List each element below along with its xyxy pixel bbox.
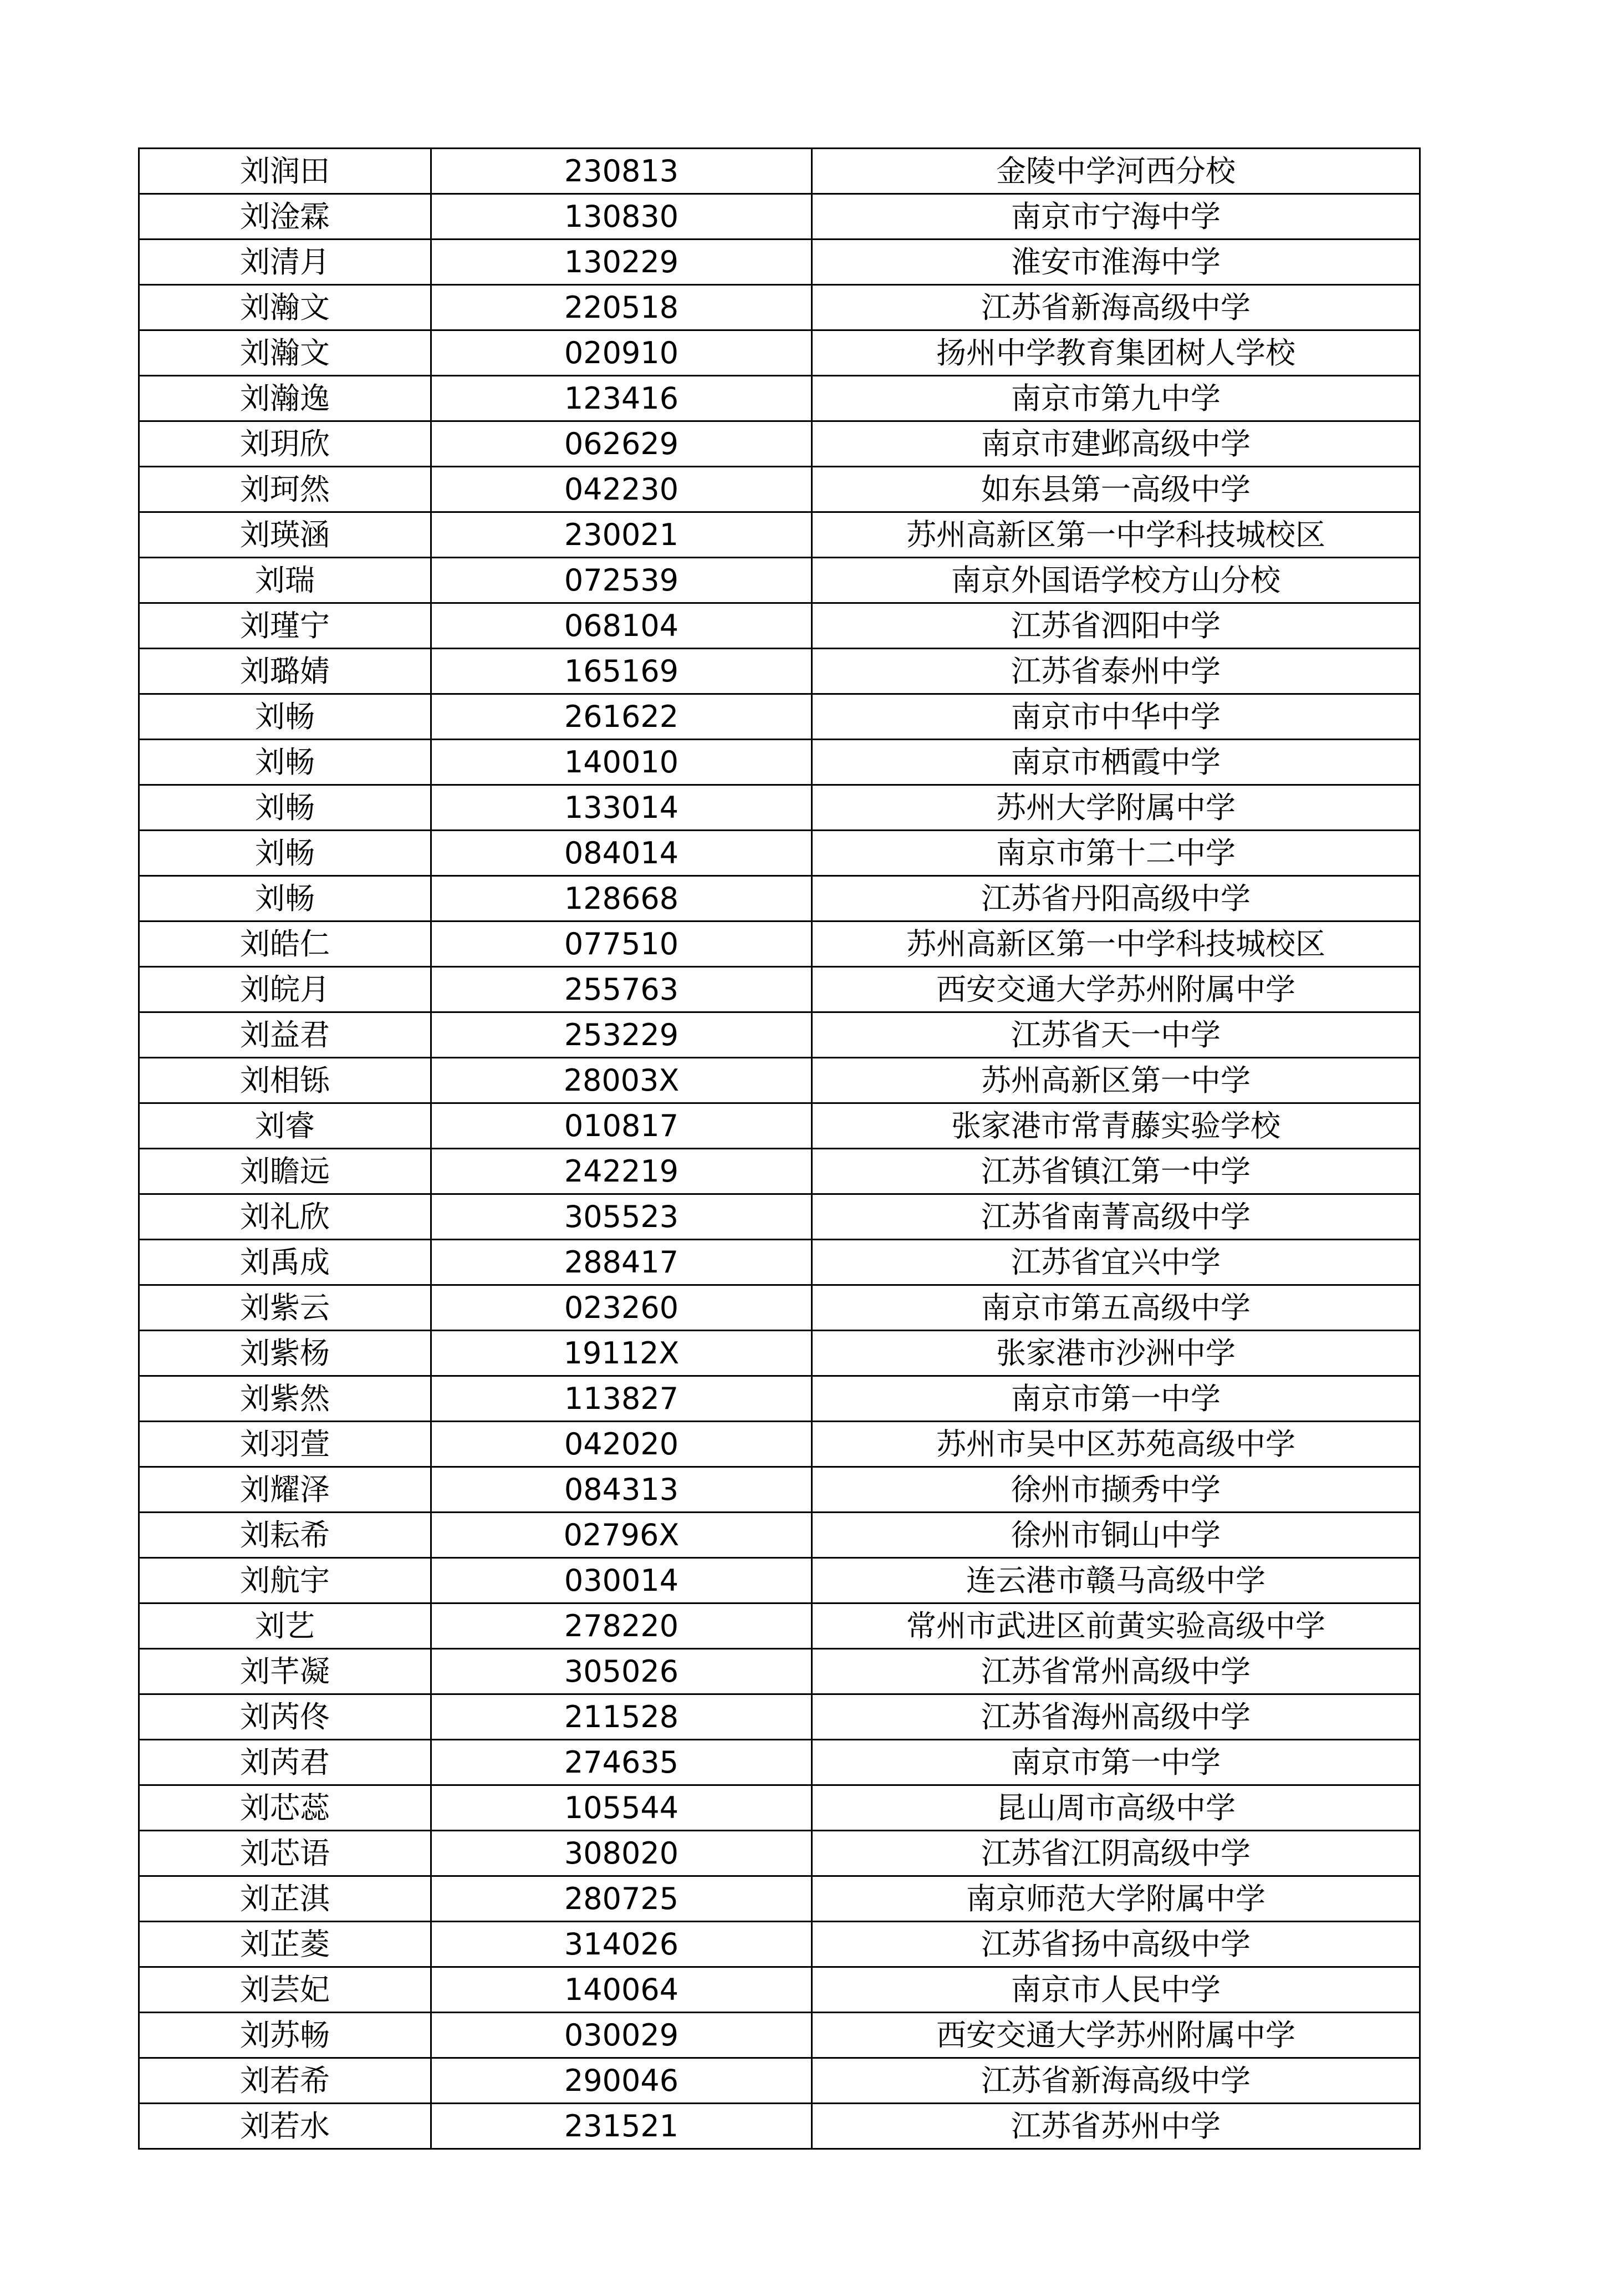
student-id-cell: 130830 (431, 194, 812, 240)
student-id-cell: 140010 (431, 740, 812, 785)
student-name-cell: 刘芷菱 (139, 1922, 431, 1967)
student-name-cell: 刘芮佟 (139, 1694, 431, 1740)
student-id-cell: 288417 (431, 1240, 812, 1285)
student-id-cell: 230021 (431, 512, 812, 558)
table-row (139, 558, 1420, 603)
student-name-cell: 刘苏畅 (139, 2013, 431, 2058)
school-name-cell: 江苏省新海高级中学 (812, 2058, 1420, 2104)
school-name-cell: 金陵中学河西分校 (812, 149, 1420, 194)
student-name-cell: 刘若水 (139, 2104, 431, 2149)
student-name-cell: 刘瑾宁 (139, 603, 431, 649)
student-name-cell: 刘芸妃 (139, 1967, 431, 2013)
school-name-cell: 张家港市常青藤实验学校 (812, 1103, 1420, 1149)
student-name-cell: 刘芷淇 (139, 1876, 431, 1922)
table-row (139, 421, 1420, 467)
student-id-cell: 290046 (431, 2058, 812, 2104)
school-name-cell: 江苏省海州高级中学 (812, 1694, 1420, 1740)
student-name-cell: 刘清月 (139, 240, 431, 285)
student-name-cell: 刘畅 (139, 694, 431, 740)
table-row (139, 194, 1420, 240)
table-row (139, 285, 1420, 330)
school-name-cell: 徐州市铜山中学 (812, 1513, 1420, 1558)
school-name-cell: 苏州高新区第一中学科技城校区 (812, 922, 1420, 967)
student-name-cell: 刘璐婧 (139, 649, 431, 694)
student-name-cell: 刘瑞 (139, 558, 431, 603)
student-id-cell: 062629 (431, 421, 812, 467)
student-id-cell: 030029 (431, 2013, 812, 2058)
school-name-cell: 南京外国语学校方山分校 (812, 558, 1420, 603)
table-row (139, 240, 1420, 285)
student-name-cell: 刘芊凝 (139, 1649, 431, 1694)
student-id-cell: 220518 (431, 285, 812, 330)
student-id-cell: 231521 (431, 2104, 812, 2149)
student-id-cell: 305026 (431, 1649, 812, 1694)
table-row (139, 649, 1420, 694)
student-id-cell: 030014 (431, 1558, 812, 1603)
table-row (139, 967, 1420, 1012)
student-id-cell: 084014 (431, 831, 812, 876)
student-id-cell: 28003X (431, 1058, 812, 1103)
student-id-cell: 105544 (431, 1785, 812, 1831)
school-name-cell: 张家港市沙洲中学 (812, 1331, 1420, 1376)
student-name-cell: 刘瀚文 (139, 330, 431, 376)
student-name-cell: 刘紫然 (139, 1376, 431, 1422)
table-row (139, 1603, 1420, 1649)
student-name-cell: 刘瀚文 (139, 285, 431, 330)
table-row (139, 467, 1420, 512)
table-row (139, 785, 1420, 831)
school-name-cell: 江苏省南菁高级中学 (812, 1194, 1420, 1240)
student-name-cell: 刘礼欣 (139, 1194, 431, 1240)
school-name-cell: 江苏省天一中学 (812, 1012, 1420, 1058)
table-row (139, 1922, 1420, 1967)
table-row (139, 1831, 1420, 1876)
school-name-cell: 昆山周市高级中学 (812, 1785, 1420, 1831)
student-name-cell: 刘瀚逸 (139, 376, 431, 421)
table-row (139, 2058, 1420, 2104)
school-name-cell: 江苏省泗阳中学 (812, 603, 1420, 649)
student-id-cell: 305523 (431, 1194, 812, 1240)
school-name-cell: 江苏省扬中高级中学 (812, 1922, 1420, 1967)
student-id-cell: 230813 (431, 149, 812, 194)
student-id-cell: 010817 (431, 1103, 812, 1149)
school-name-cell: 西安交通大学苏州附属中学 (812, 2013, 1420, 2058)
school-name-cell: 常州市武进区前黄实验高级中学 (812, 1603, 1420, 1649)
school-name-cell: 扬州中学教育集团树人学校 (812, 330, 1420, 376)
school-name-cell: 江苏省苏州中学 (812, 2104, 1420, 2149)
school-name-cell: 南京市建邺高级中学 (812, 421, 1420, 467)
student-id-cell: 278220 (431, 1603, 812, 1649)
student-name-cell: 刘益君 (139, 1012, 431, 1058)
student-id-cell: 130229 (431, 240, 812, 285)
table-row (139, 603, 1420, 649)
student-id-cell: 140064 (431, 1967, 812, 2013)
student-id-cell: 042230 (431, 467, 812, 512)
table-row (139, 1740, 1420, 1785)
school-name-cell: 南京市人民中学 (812, 1967, 1420, 2013)
student-id-cell: 133014 (431, 785, 812, 831)
student-name-cell: 刘艺 (139, 1603, 431, 1649)
school-name-cell: 南京市第一中学 (812, 1376, 1420, 1422)
table-row (139, 512, 1420, 558)
student-name-cell: 刘相铄 (139, 1058, 431, 1103)
student-id-cell: 077510 (431, 922, 812, 967)
school-name-cell: 南京市第一中学 (812, 1740, 1420, 1785)
table-row (139, 1331, 1420, 1376)
school-name-cell: 南京市中华中学 (812, 694, 1420, 740)
table-row (139, 1149, 1420, 1194)
student-id-cell: 072539 (431, 558, 812, 603)
school-name-cell: 江苏省丹阳高级中学 (812, 876, 1420, 922)
student-name-cell: 刘芯蕊 (139, 1785, 431, 1831)
student-name-cell: 刘畅 (139, 831, 431, 876)
student-name-cell: 刘润田 (139, 149, 431, 194)
student-id-cell: 068104 (431, 603, 812, 649)
school-name-cell: 江苏省镇江第一中学 (812, 1149, 1420, 1194)
student-id-cell: 255763 (431, 967, 812, 1012)
school-name-cell: 江苏省常州高级中学 (812, 1649, 1420, 1694)
table-row (139, 1513, 1420, 1558)
student-name-cell: 刘若希 (139, 2058, 431, 2104)
student-id-cell: 113827 (431, 1376, 812, 1422)
student-name-cell: 刘羽萱 (139, 1422, 431, 1467)
table-row (139, 1967, 1420, 2013)
table-row (139, 1785, 1420, 1831)
student-name-cell: 刘瑛涵 (139, 512, 431, 558)
school-name-cell: 淮安市淮海中学 (812, 240, 1420, 285)
school-name-cell: 苏州高新区第一中学 (812, 1058, 1420, 1103)
student-id-cell: 19112X (431, 1331, 812, 1376)
table-row (139, 1012, 1420, 1058)
table-row (139, 1467, 1420, 1513)
table-row (139, 1422, 1420, 1467)
table-row (139, 1876, 1420, 1922)
student-id-cell: 274635 (431, 1740, 812, 1785)
table-row (139, 376, 1420, 421)
table-row (139, 149, 1420, 194)
school-name-cell: 南京市第五高级中学 (812, 1285, 1420, 1331)
school-name-cell: 南京市宁海中学 (812, 194, 1420, 240)
school-name-cell: 徐州市撷秀中学 (812, 1467, 1420, 1513)
student-name-cell: 刘紫云 (139, 1285, 431, 1331)
table-row (139, 1649, 1420, 1694)
student-id-cell: 308020 (431, 1831, 812, 1876)
student-name-cell: 刘畅 (139, 740, 431, 785)
student-name-cell: 刘耘希 (139, 1513, 431, 1558)
table-row (139, 1103, 1420, 1149)
school-name-cell: 江苏省泰州中学 (812, 649, 1420, 694)
student-id-cell: 123416 (431, 376, 812, 421)
student-name-cell: 刘皓仁 (139, 922, 431, 967)
school-name-cell: 如东县第一高级中学 (812, 467, 1420, 512)
table-row (139, 1058, 1420, 1103)
student-name-cell: 刘禹成 (139, 1240, 431, 1285)
table-row (139, 330, 1420, 376)
table-row (139, 1694, 1420, 1740)
student-name-cell: 刘畅 (139, 876, 431, 922)
student-id-cell: 280725 (431, 1876, 812, 1922)
student-id-cell: 165169 (431, 649, 812, 694)
student-id-cell: 261622 (431, 694, 812, 740)
student-name-cell: 刘紫杨 (139, 1331, 431, 1376)
school-name-cell: 南京市栖霞中学 (812, 740, 1420, 785)
table-row (139, 831, 1420, 876)
student-id-cell: 128668 (431, 876, 812, 922)
table-row (139, 2104, 1420, 2149)
student-name-cell: 刘耀泽 (139, 1467, 431, 1513)
school-name-cell: 江苏省新海高级中学 (812, 285, 1420, 330)
student-id-cell: 02796X (431, 1513, 812, 1558)
student-name-cell: 刘淦霖 (139, 194, 431, 240)
student-id-cell: 211528 (431, 1694, 812, 1740)
school-name-cell: 江苏省江阴高级中学 (812, 1831, 1420, 1876)
school-name-cell: 苏州市吴中区苏苑高级中学 (812, 1422, 1420, 1467)
table-row (139, 694, 1420, 740)
table-row (139, 1285, 1420, 1331)
student-name-cell: 刘畅 (139, 785, 431, 831)
school-name-cell: 连云港市赣马高级中学 (812, 1558, 1420, 1603)
student-id-cell: 253229 (431, 1012, 812, 1058)
student-name-cell: 刘芮君 (139, 1740, 431, 1785)
student-name-cell: 刘芯语 (139, 1831, 431, 1876)
student-id-cell: 020910 (431, 330, 812, 376)
table-row (139, 1194, 1420, 1240)
student-name-cell: 刘睿 (139, 1103, 431, 1149)
school-name-cell: 苏州高新区第一中学科技城校区 (812, 512, 1420, 558)
table-row (139, 2013, 1420, 2058)
table-row (139, 740, 1420, 785)
table-row (139, 922, 1420, 967)
student-name-cell: 刘皖月 (139, 967, 431, 1012)
table-row (139, 1558, 1420, 1603)
table-body (139, 149, 1420, 2149)
student-name-cell: 刘航宇 (139, 1558, 431, 1603)
student-id-cell: 084313 (431, 1467, 812, 1513)
student-id-cell: 314026 (431, 1922, 812, 1967)
school-name-cell: 南京师范大学附属中学 (812, 1876, 1420, 1922)
school-name-cell: 南京市第十二中学 (812, 831, 1420, 876)
table-row (139, 1376, 1420, 1422)
student-list-table (138, 147, 1421, 2150)
table-row (139, 1240, 1420, 1285)
table-row (139, 876, 1420, 922)
student-name-cell: 刘珂然 (139, 467, 431, 512)
school-name-cell: 江苏省宜兴中学 (812, 1240, 1420, 1285)
school-name-cell: 苏州大学附属中学 (812, 785, 1420, 831)
student-id-cell: 042020 (431, 1422, 812, 1467)
student-id-cell: 023260 (431, 1285, 812, 1331)
student-name-cell: 刘瞻远 (139, 1149, 431, 1194)
school-name-cell: 南京市第九中学 (812, 376, 1420, 421)
student-id-cell: 242219 (431, 1149, 812, 1194)
school-name-cell: 西安交通大学苏州附属中学 (812, 967, 1420, 1012)
student-name-cell: 刘玥欣 (139, 421, 431, 467)
